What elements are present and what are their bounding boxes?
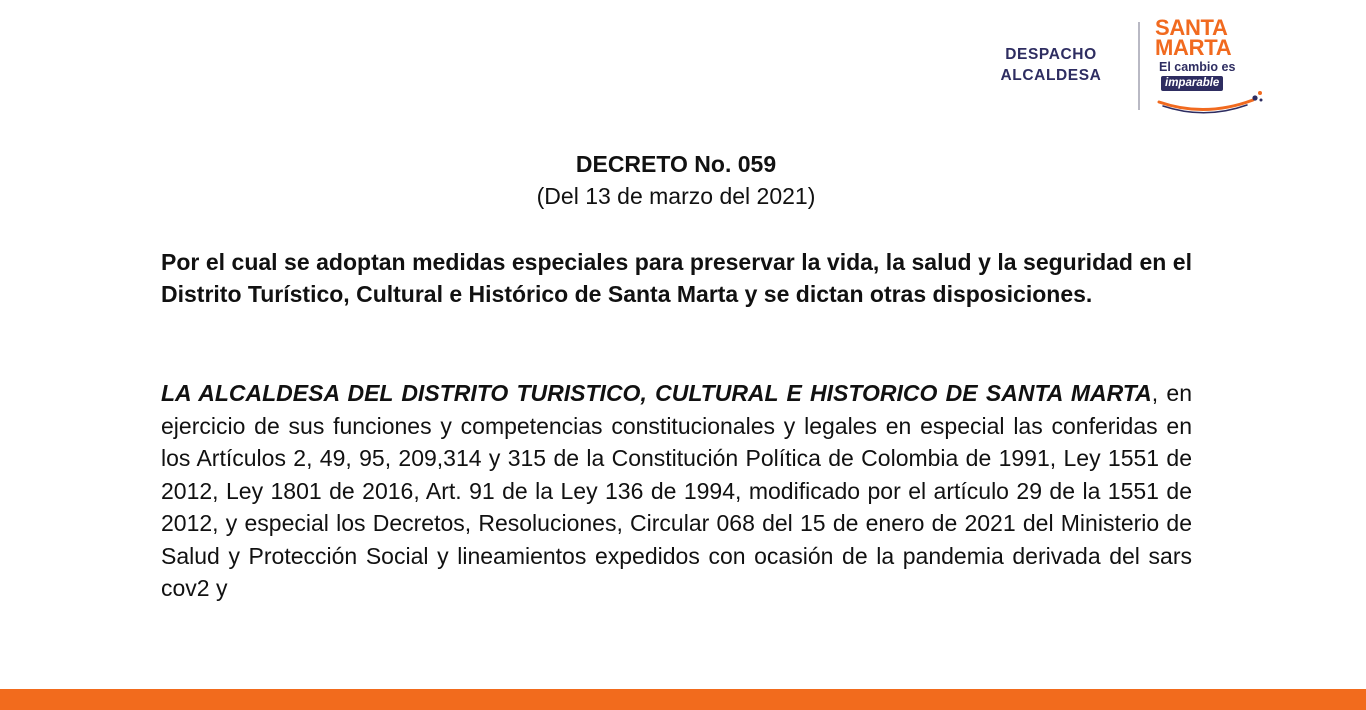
santa-marta-logo bbox=[1155, 15, 1265, 118]
header-divider bbox=[1138, 22, 1140, 110]
logo-line2: MARTA bbox=[1155, 35, 1232, 60]
preamble-authority: LA ALCALDESA DEL DISTRITO TURISTICO, CULTURAL E HISTORICO DE SANTA MARTA bbox=[161, 380, 1152, 406]
preamble-text: , en ejercicio de sus funciones y competencias constitucionales y legales en especial las conferidas en los Artículos 2, 49, 95, 209,314 y 315 de la Constitución Política de Colombia de 1991, Ley 1551 de 2012, Ley 1801 de 2016, Art. 91 de la Ley 136 de 1994, modificado por el artículo 29 de la 1551 de 2012, y especial los Decretos, Resoluciones, Circular 068 del 15 de enero de 2021 del Ministerio de Salud y Protección Social y lineamientos expedidos con ocasión de la pandemia derivada del sars cov2 y bbox=[161, 380, 1192, 601]
decree-date: (Del 13 de marzo del 2021) bbox=[536, 183, 816, 209]
preamble-paragraph bbox=[161, 377, 1192, 605]
logo-line1: SANTA bbox=[1155, 15, 1228, 40]
logo-tagline2: imparable bbox=[1161, 76, 1223, 91]
logo-tagline1: El cambio es bbox=[1159, 60, 1236, 74]
office-name-line1: DESPACHO bbox=[1005, 46, 1097, 63]
decree-title: DECRETO No. 059 bbox=[575, 151, 777, 177]
office-name-line2: ALCALDESA bbox=[1000, 67, 1102, 84]
footer-bar bbox=[0, 689, 1366, 710]
logo-swoosh-icon bbox=[1155, 88, 1265, 114]
decree-subject: Por el cual se adoptan medidas especiales para preservar la vida, la salud y la seguridad en el Distrito Turístico, Cultural e Histórico de Santa Marta y se dictan otras disposiciones. bbox=[161, 249, 1192, 307]
office-name bbox=[985, 44, 1117, 86]
